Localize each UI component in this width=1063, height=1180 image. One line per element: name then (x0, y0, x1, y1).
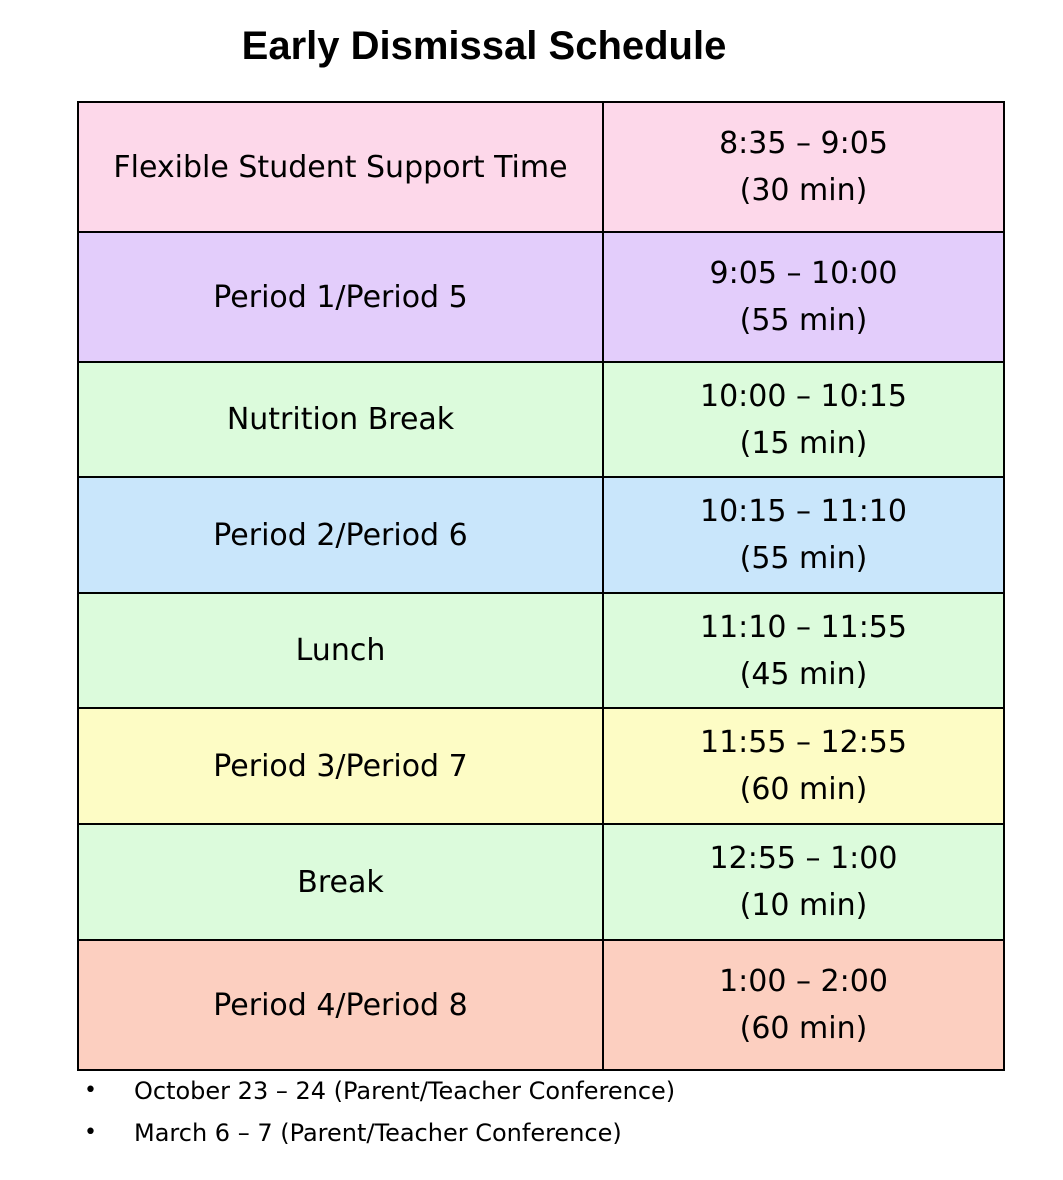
period-label: Lunch (78, 593, 603, 708)
duration: (10 min) (739, 888, 868, 923)
time-range: 11:55 – 12:55 (700, 725, 907, 760)
bullet-icon: • (84, 1120, 97, 1145)
table-row (78, 940, 1004, 1070)
period-label: Period 1/Period 5 (78, 232, 603, 362)
time-cell (603, 824, 1004, 940)
period-label: Period 3/Period 7 (78, 708, 603, 824)
period-label: Nutrition Break (78, 362, 603, 477)
period-label: Period 4/Period 8 (78, 940, 603, 1070)
time-cell (603, 362, 1004, 477)
time-cell (603, 593, 1004, 708)
note-text: October 23 – 24 (Parent/Teacher Conference) (134, 1077, 676, 1105)
bullet-icon: • (84, 1078, 97, 1103)
time-cell (603, 708, 1004, 824)
time-cell (603, 477, 1004, 593)
duration: (30 min) (739, 173, 868, 208)
time-range: 10:00 – 10:15 (700, 378, 907, 414)
table-row (78, 477, 1004, 593)
time-range: 9:05 – 10:00 (709, 256, 898, 291)
time-range: 1:00 – 2:00 (719, 964, 888, 999)
time-range: 11:10 – 11:55 (700, 609, 907, 645)
table-row (78, 593, 1004, 708)
period-label: Period 2/Period 6 (78, 477, 603, 593)
table-row (78, 232, 1004, 362)
period-label: Flexible Student Support Time (78, 102, 603, 232)
period-label: Break (78, 824, 603, 940)
conference-notes (84, 1070, 675, 1154)
page-title: Early Dismissal Schedule (241, 24, 727, 68)
time-range: 12:55 – 1:00 (709, 841, 898, 876)
time-cell (603, 940, 1004, 1070)
duration: (55 min) (739, 303, 868, 338)
time-range: 10:15 – 11:10 (700, 494, 907, 529)
table-row (78, 102, 1004, 232)
duration: (60 min) (739, 1011, 868, 1046)
list-item (84, 1070, 675, 1112)
duration: (60 min) (739, 772, 868, 807)
table-row (78, 824, 1004, 940)
schedule-table (77, 101, 1005, 1071)
time-cell (603, 102, 1004, 232)
time-cell (603, 232, 1004, 362)
note-text: March 6 – 7 (Parent/Teacher Conference) (134, 1119, 622, 1147)
duration: (15 min) (739, 425, 868, 461)
duration: (45 min) (739, 656, 868, 692)
list-item (84, 1112, 675, 1154)
table-row (78, 708, 1004, 824)
time-range: 8:35 – 9:05 (719, 126, 888, 161)
table-row (78, 362, 1004, 477)
duration: (55 min) (739, 541, 868, 576)
